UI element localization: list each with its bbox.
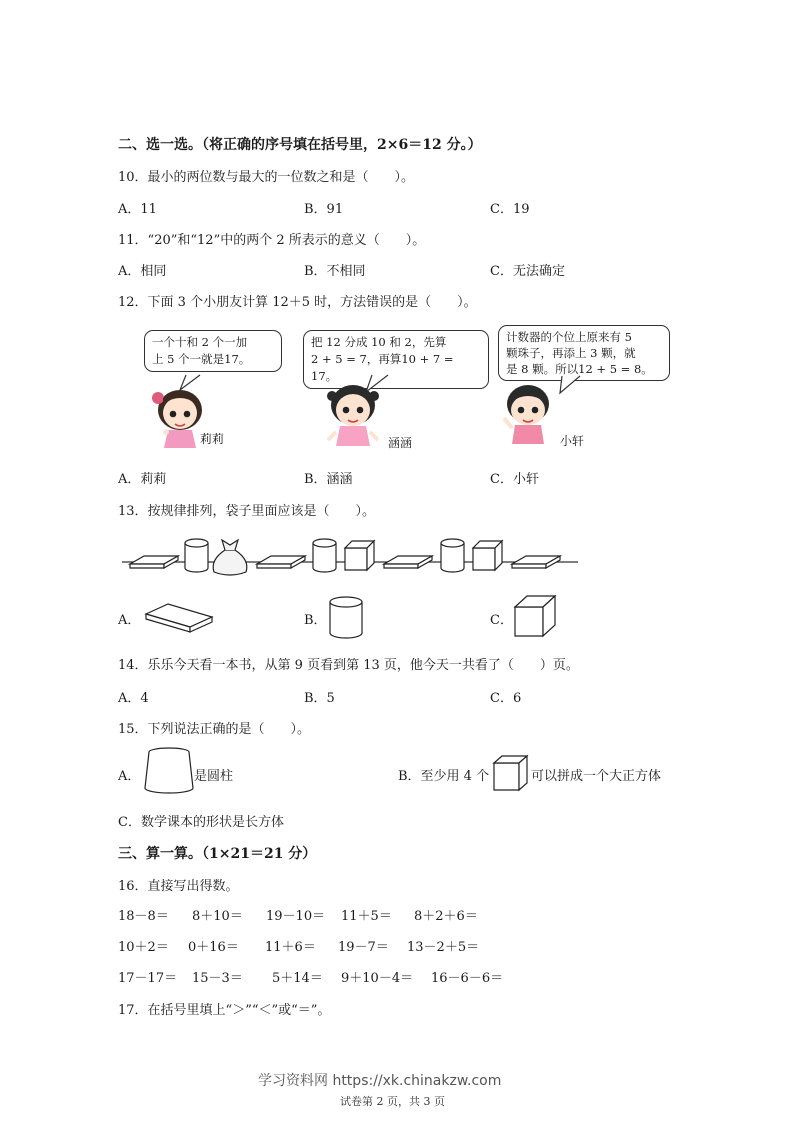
question-13-option-b: B．	[304, 613, 327, 628]
exercise-r1-c4: 11＋5＝	[341, 909, 392, 924]
question-11-option-c: C．无法确定	[490, 264, 565, 279]
question-15-option-b-suffix: 可以拼成一个大正方体	[531, 769, 662, 784]
question-10-option-a: A．11	[118, 202, 157, 217]
question-15-option-b-prefix: B．至少用 4 个	[398, 769, 490, 784]
page-number: 试卷第 2 页，共 3 页	[340, 1095, 445, 1108]
frustum-icon	[145, 748, 193, 793]
exercise-r3-c2: 15－3＝	[192, 971, 243, 986]
question-17-stem: 17．在括号里填上“＞”“＜”或“＝”。	[118, 1003, 331, 1018]
question-10-option-c: C．19	[490, 202, 530, 217]
exercise-r2-c1: 10＋2＝	[118, 940, 169, 955]
kid-name-hanhan: 涵涵	[388, 436, 413, 450]
exercise-r3-c3: 5＋14＝	[272, 971, 323, 986]
question-15-option-a-prefix: A．	[118, 769, 141, 784]
section-2-title: 二、选一选。（将正确的序号填在括号里，2×6＝12 分。）	[118, 137, 482, 153]
kid-name-xiaoxuan: 小轩	[560, 434, 585, 448]
question-14-option-a: A．4	[118, 691, 149, 706]
exercise-r2-c4: 19－7＝	[338, 940, 389, 955]
question-10-stem: 10．最小的两位数与最大的一位数之和是（ ）。	[118, 170, 415, 185]
exercise-r3-c5: 16－6－6＝	[431, 971, 504, 986]
question-12-option-a: A．莉莉	[118, 472, 167, 487]
exercise-r1-c2: 8＋10＝	[192, 909, 243, 924]
watermark: 学习资料网 https://xk.chinakzw.com	[258, 1073, 502, 1089]
exercise-r3-c1: 17－17＝	[118, 971, 178, 986]
question-14-option-c: C．6	[490, 691, 522, 706]
exercise-r3-c4: 9＋10－4＝	[341, 971, 414, 986]
speech-bubble-lili: 一个十和 2 个一加 上 5 个一就是17。	[144, 330, 282, 372]
question-16-stem: 16．直接写出得数。	[118, 879, 239, 894]
section-3-title: 三、算一算。（1×21＝21 分）	[118, 846, 317, 862]
exercise-r1-c1: 18－8＝	[118, 909, 169, 924]
question-12-option-c: C．小轩	[490, 472, 539, 487]
question-12-option-b: B．涵涵	[304, 472, 353, 487]
question-13-option-a: A．	[118, 613, 141, 628]
small-cube-icon	[494, 756, 527, 790]
question-12-stem: 12．下面 3 个小朋友计算 12＋5 时，方法错误的是（ ）。	[118, 295, 477, 310]
question-14-stem: 14．乐乐今天看一本书，从第 9 页看到第 13 页，他今天一共看了（ ）页。	[118, 658, 579, 673]
exercise-r2-c5: 13－2＋5＝	[407, 940, 480, 955]
exercise-r1-c5: 8＋2＋6＝	[414, 909, 478, 924]
question-15-option-a-suffix: 是圆柱	[194, 769, 234, 784]
question-11-option-a: A．相同	[118, 264, 167, 279]
speech-bubble-xiaoxuan: 计数器的个位上原来有 5 颗珠子，再添上 3 颗，就 是 8 颗。所以12 + 5 = 8。	[498, 325, 670, 381]
kid-name-lili: 莉莉	[200, 432, 225, 446]
question-11-stem: 11．“20”和“12”中的两个 2 所表示的意义（ ）。	[118, 233, 426, 248]
exercise-r2-c3: 11＋6＝	[265, 940, 316, 955]
question-15-stem: 15．下列说法正确的是（ ）。	[118, 722, 311, 737]
question-10-option-b: B．91	[304, 202, 344, 217]
question-13-option-c: C．	[490, 613, 513, 628]
exercise-r2-c2: 0＋16＝	[188, 940, 239, 955]
question-11-option-b: B．不相同	[304, 264, 366, 279]
question-13-stem: 13．按规律排列，袋子里面应该是（ ）。	[118, 504, 376, 519]
exercise-r1-c3: 19－10＝	[266, 909, 326, 924]
question-15-option-c: C．数学课本的形状是长方体	[118, 815, 284, 830]
question-14-option-b: B．5	[304, 691, 335, 706]
speech-bubble-hanhan: 把 12 分成 10 和 2，先算 2 + 5 = 7，再算10 + 7 = 17。	[303, 330, 489, 389]
